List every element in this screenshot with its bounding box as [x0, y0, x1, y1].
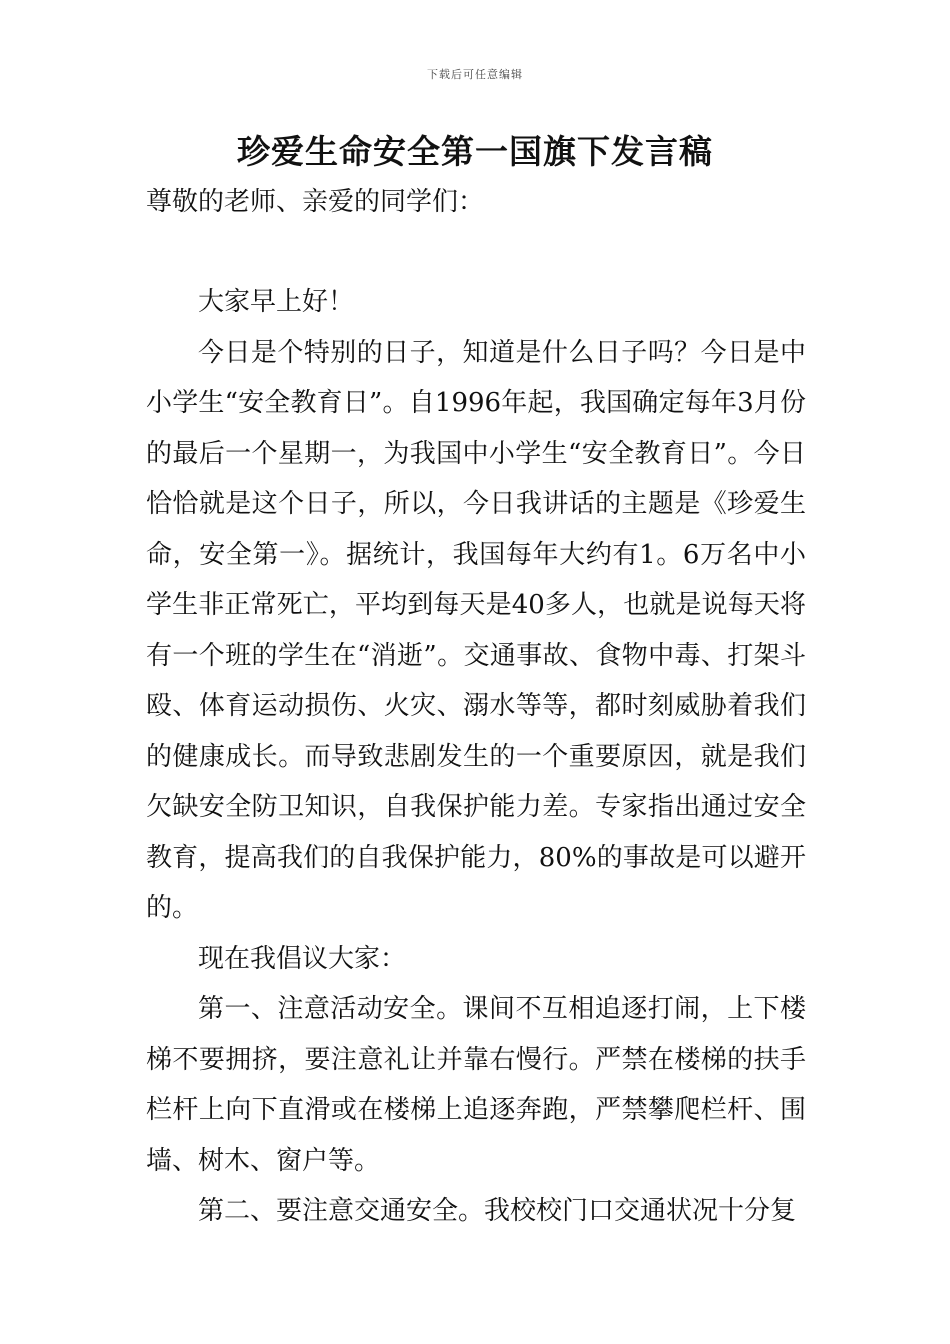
salutation: 尊敬的老师、亲爱的同学们：: [146, 187, 485, 217]
header-note: 下载后可任意编辑: [427, 68, 523, 81]
greeting-paragraph: 大家早上好！: [198, 287, 355, 317]
proposal-paragraph: 现在我倡议大家：: [198, 943, 407, 974]
intro-paragraph: 今日是个特别的日子，知道是什么日子吗？今日是中小学生“安全教育日”。自1996年起，我国确定每年3月份的最后一个星期一，为我国中小学生“安全教育日”。今日恰恰就是这个日子，所以，今日我讲话的主题是《珍爱生命，安全第一》。据统计，我国每年大约有1。6万名中小学生非正常死亡，平均到每天是40多人，也就是说每天将有一个班的学生在“消逝”。交通事故、食物中毒、打架斗殴、体育运动损伤、火灾、溺水等等，都时刻威胁着我们的健康成长。而导致悲剧发生的一个重要原因，就是我们欠缺安全防卫知识，自我保护能力差。专家指出通过安全教育，提高我们的自我保护能力，80%的事故是可以避开的。: [146, 337, 806, 923]
point-two-paragraph: 第二、要注意交通安全。我校校门口交通状况十分复: [198, 1196, 797, 1226]
point-one-paragraph: 第一、注意活动安全。课间不互相追逐打闹，上下楼梯不要拥挤，要注意礼让并靠右慢行。严禁在楼梯的扶手栏杆上向下直滑或在楼梯上追逐奔跑，严禁攀爬栏杆、围墙、树木、窗户等。: [146, 994, 806, 1176]
document-body: [146, 277, 806, 1237]
document-title: 珍爱生命安全第一国旗下发言稿: [237, 132, 713, 171]
